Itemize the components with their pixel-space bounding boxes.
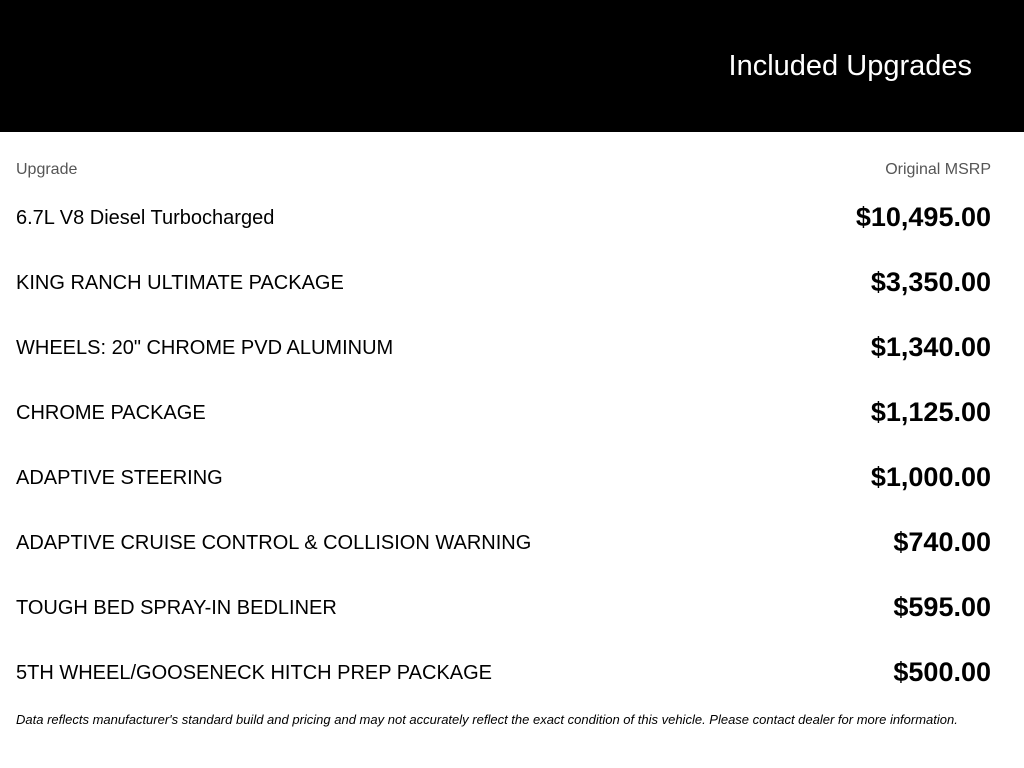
table-row — [16, 635, 991, 700]
upgrade-name: TOUGH BED SPRAY-IN BEDLINER — [16, 597, 337, 619]
table-row — [16, 310, 991, 375]
upgrades-table — [16, 132, 991, 700]
table-row — [16, 570, 991, 635]
upgrade-price: $10,495.00 — [855, 202, 991, 232]
upgrade-price: $500.00 — [893, 657, 991, 687]
upgrade-price: $595.00 — [893, 592, 991, 622]
upgrade-name: 6.7L V8 Diesel Turbocharged — [16, 207, 275, 229]
table-row — [16, 375, 991, 440]
table-row — [16, 180, 991, 245]
column-header-upgrade: Upgrade — [16, 161, 78, 178]
table-body — [16, 180, 991, 700]
upgrade-name: 5TH WHEEL/GOOSENECK HITCH PREP PACKAGE — [16, 662, 493, 684]
upgrade-name: KING RANCH ULTIMATE PACKAGE — [16, 272, 344, 294]
upgrade-name: WHEELS: 20" CHROME PVD ALUMINUM — [16, 337, 394, 359]
table-header — [16, 132, 991, 180]
upgrade-name: CHROME PACKAGE — [16, 402, 206, 424]
column-header-msrp: Original MSRP — [885, 161, 991, 178]
upgrade-name: ADAPTIVE CRUISE CONTROL & COLLISION WARNING — [16, 532, 532, 554]
page-title: Included Upgrades — [728, 50, 972, 82]
table-row — [16, 245, 991, 310]
upgrade-price: $1,000.00 — [870, 462, 991, 492]
table-row — [16, 440, 991, 505]
upgrade-price: $740.00 — [893, 527, 991, 557]
upgrade-name: ADAPTIVE STEERING — [16, 467, 223, 489]
table-row — [16, 505, 991, 570]
disclaimer-text: Data reflects manufacturer's standard build and pricing and may not accurately reflect the exact condition of this vehicle. Please contact dealer for more information. — [16, 712, 958, 727]
upgrade-price: $1,125.00 — [870, 397, 991, 427]
upgrade-price: $3,350.00 — [870, 267, 991, 297]
upgrade-price: $1,340.00 — [870, 332, 991, 362]
header-bar — [0, 0, 1024, 132]
